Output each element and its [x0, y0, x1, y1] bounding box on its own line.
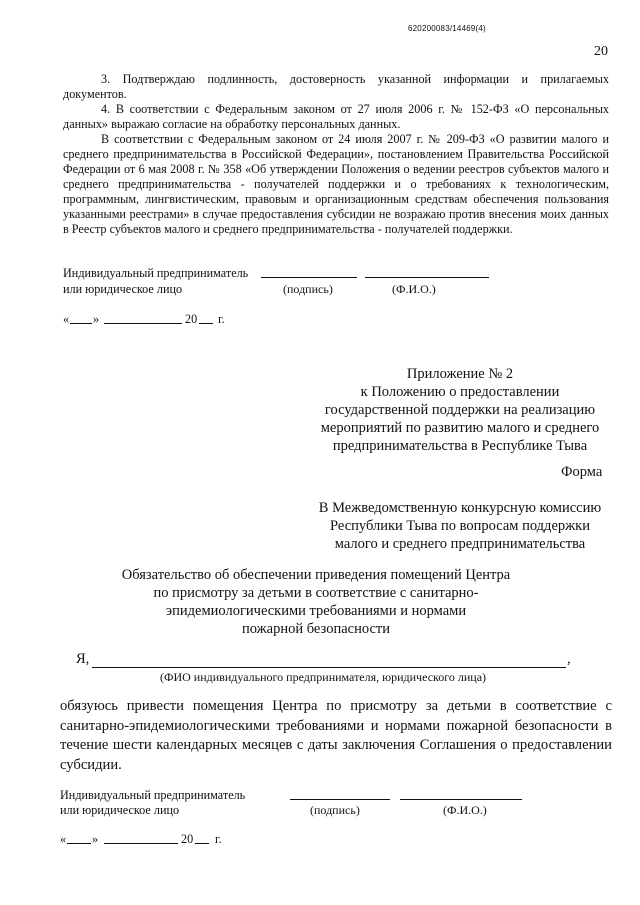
appendix-heading [300, 365, 620, 455]
i-label: Я, [76, 651, 90, 667]
date2-day-line [67, 843, 91, 844]
date2-year-prefix: 20 [181, 832, 194, 846]
signature1-name-caption: (Ф.И.О.) [392, 282, 436, 296]
consent-item-4: 4. В соответствии с Федеральным законом от 27 июля 2006 г. № 152-ФЗ «О персональных данных» выражаю согласие на обработку персональных данных. [63, 102, 609, 131]
date1-open-quote: « [63, 312, 70, 326]
form-label: Форма [561, 464, 603, 480]
date1-year-prefix: 20 [185, 312, 198, 326]
obligation-body-block [60, 697, 612, 775]
obligation-title-line-2: по присмотру за детьми в соответствие с санитарно- [153, 585, 479, 601]
date2-year-line [195, 843, 209, 844]
signature2-label-line2: или юридическое лицо [60, 803, 180, 817]
addressee-line-3: малого и среднего предпринимательства [334, 536, 586, 552]
fio-comma: , [567, 651, 571, 667]
appendix-line-1: Приложение № 2 [406, 366, 514, 382]
signature2-name-line [400, 799, 522, 800]
consent-block [63, 72, 609, 237]
signature1-label-line2: или юридическое лицо [63, 282, 183, 296]
page-number: 20 [594, 44, 608, 59]
signature2-sign-caption: (подпись) [310, 803, 360, 817]
date2-year-suffix: г. [215, 832, 222, 846]
appendix-line-5: предпринимательства в Республике Тыва [332, 438, 588, 454]
date1-day-line [70, 323, 92, 324]
date1-year-line [199, 323, 213, 324]
date2-month-line [104, 843, 178, 844]
signature1-label-line1: Индивидуальный предприниматель [63, 266, 249, 280]
signature2-label-line1: Индивидуальный предприниматель [60, 788, 246, 802]
consent-item-3: 3. Подтверждаю подлинность, достоверность указанной информации и прилагаемых документов. [63, 72, 609, 101]
signature1-name-line [365, 277, 489, 278]
appendix-line-2: к Положению о предоставлении [360, 384, 560, 400]
obligation-title-line-1: Обязательство об обеспечении приведения помещений Центра [121, 567, 511, 583]
signature1-sign-line [261, 277, 357, 278]
appendix-line-3: государственной поддержки на реализацию [324, 402, 596, 418]
signature2-sign-line [290, 799, 390, 800]
fio-caption: (ФИО индивидуального предпринимателя, юридического лица) [160, 670, 487, 684]
appendix-line-4: мероприятий по развитию малого и среднего [320, 420, 600, 436]
obligation-title-line-3: эпидемиологическими требованиями и нормами [165, 603, 467, 619]
obligation-body: обязуюсь привести помещения Центра по присмотру за детьми в соответствие с санитарно-эпидемиологическими требованиями и нормами пожарной безопасности в течение шести календарных месяцев с даты заключения Соглашения о предоставлении субсидии. [60, 698, 612, 773]
addressee-line-2: Республики Тыва по вопросам поддержки [330, 518, 590, 534]
date2-close-quote: » [92, 832, 99, 846]
addressee-line-1: В Межведомственную конкурсную комиссию [318, 500, 602, 516]
fio-fill-line [92, 667, 566, 668]
document-number: 620200083/14469(4) [408, 24, 486, 33]
signature1-sign-caption: (подпись) [283, 282, 333, 296]
date2-open-quote: « [60, 832, 67, 846]
signature2-name-caption: (Ф.И.О.) [443, 803, 487, 817]
date1-close-quote: » [93, 312, 100, 326]
addressee-block [300, 499, 620, 553]
date1-year-suffix: г. [218, 312, 225, 326]
obligation-title-line-4: пожарной безопасности [242, 621, 390, 637]
obligation-title [106, 566, 526, 638]
consent-item-5: В соответствии с Федеральным законом от 24 июля 2007 г. № 209-ФЗ «О развитии малого и среднего предпринимательства в Российской Федерации», постановлением Правительства Российской Федерации от 6 мая 2008 г. № 358 «Об утверждении Положения о ведении реестров субъектов малого и среднего предпринимательства - получателей поддержки и о требованиях к технологическим, программным, лингвистическим, правовым и организационным средствам обеспечения пользования указанными реестрами» в случае предоставления субсидии не возражаю против внесения моих данных в Реестр субъектов малого и среднего предпринимательства - получателей поддержки. [63, 132, 609, 236]
date1-month-line [104, 323, 182, 324]
